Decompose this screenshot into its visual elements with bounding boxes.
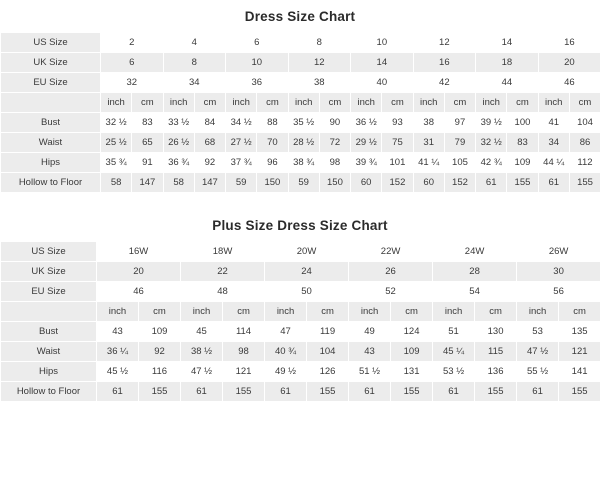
- table-cell: 18W: [181, 242, 265, 262]
- table-cell: 70: [257, 133, 288, 153]
- table-cell: 40 ¾: [265, 342, 307, 362]
- table-cell: inch: [265, 302, 307, 322]
- table-cell: 121: [559, 342, 600, 362]
- table-cell: 27 ½: [226, 133, 257, 153]
- table-cell: 34: [538, 133, 569, 153]
- table-cell: 136: [475, 362, 517, 382]
- table-row: [1, 133, 600, 153]
- table-cell: 112: [569, 153, 600, 173]
- table-cell: 38: [413, 113, 444, 133]
- table-cell: 104: [569, 113, 600, 133]
- table-cell: 155: [307, 382, 349, 402]
- dress-size-table-body: [1, 33, 600, 193]
- table-cell: 41: [538, 113, 569, 133]
- table-cell: 42: [413, 73, 476, 93]
- table-cell: 29 ½: [351, 133, 382, 153]
- table-cell: cm: [307, 302, 349, 322]
- table-cell: 16: [538, 33, 600, 53]
- table-cell: 109: [391, 342, 433, 362]
- table-cell: 46: [97, 282, 181, 302]
- table-row: [1, 302, 600, 322]
- table-cell: 135: [559, 322, 600, 342]
- table-cell: 121: [223, 362, 265, 382]
- table-cell: 37 ¾: [226, 153, 257, 173]
- table-cell: 18: [476, 53, 539, 73]
- table-cell: 86: [569, 133, 600, 153]
- table-cell: 61: [349, 382, 391, 402]
- table-row: [1, 282, 600, 302]
- table-cell: 101: [382, 153, 413, 173]
- table-cell: 93: [382, 113, 413, 133]
- row-label: US Size: [1, 242, 97, 262]
- table-cell: 36 ½: [351, 113, 382, 133]
- table-cell: 4: [163, 33, 226, 53]
- table-cell: 41 ¼: [413, 153, 444, 173]
- table-cell: 54: [433, 282, 517, 302]
- table-row: [1, 93, 600, 113]
- table-cell: 155: [475, 382, 517, 402]
- table-cell: 38 ¾: [288, 153, 319, 173]
- table-cell: 79: [444, 133, 475, 153]
- table-cell: inch: [517, 302, 559, 322]
- row-label: Hollow to Floor: [1, 173, 101, 193]
- table-row: [1, 322, 600, 342]
- table-row: [1, 33, 600, 53]
- table-cell: 90: [319, 113, 350, 133]
- table-cell: inch: [433, 302, 475, 322]
- table-cell: 44: [476, 73, 539, 93]
- table-cell: 10: [226, 53, 289, 73]
- table-cell: inch: [288, 93, 319, 113]
- row-label: EU Size: [1, 73, 101, 93]
- table-cell: 49: [349, 322, 391, 342]
- table-cell: 26: [349, 262, 433, 282]
- table-cell: 32 ½: [476, 133, 507, 153]
- table-cell: 105: [444, 153, 475, 173]
- table-cell: 92: [194, 153, 225, 173]
- table-cell: 116: [139, 362, 181, 382]
- table-cell: cm: [257, 93, 288, 113]
- table-cell: 22: [181, 262, 265, 282]
- table-cell: 20: [538, 53, 600, 73]
- table-cell: 61: [517, 382, 559, 402]
- row-label: Waist: [1, 133, 101, 153]
- table-cell: 35 ½: [288, 113, 319, 133]
- table-cell: 61: [265, 382, 307, 402]
- table-cell: 141: [559, 362, 600, 382]
- row-label: UK Size: [1, 262, 97, 282]
- table-cell: 26W: [517, 242, 600, 262]
- table-cell: 40: [351, 73, 414, 93]
- table-cell: 109: [507, 153, 538, 173]
- table-cell: 45 ½: [97, 362, 139, 382]
- table-cell: 49 ½: [265, 362, 307, 382]
- table-cell: 20W: [265, 242, 349, 262]
- table-cell: 10: [351, 33, 414, 53]
- table-cell: 34: [163, 73, 226, 93]
- table-cell: 45 ¼: [433, 342, 475, 362]
- table-cell: 61: [181, 382, 223, 402]
- table-row: [1, 382, 600, 402]
- table-cell: 61: [538, 173, 569, 193]
- table-cell: 59: [288, 173, 319, 193]
- table-cell: 155: [569, 173, 600, 193]
- row-label: Hips: [1, 362, 97, 382]
- plus-size-chart: [0, 209, 600, 402]
- table-cell: cm: [382, 93, 413, 113]
- row-label: Waist: [1, 342, 97, 362]
- table-cell: 2: [101, 33, 164, 53]
- table-cell: 155: [223, 382, 265, 402]
- table-cell: 12: [288, 53, 351, 73]
- table-cell: 155: [139, 382, 181, 402]
- table-cell: cm: [223, 302, 265, 322]
- table-cell: 131: [391, 362, 433, 382]
- table-cell: 60: [413, 173, 444, 193]
- table-cell: 100: [507, 113, 538, 133]
- table-cell: 61: [476, 173, 507, 193]
- table-cell: 83: [507, 133, 538, 153]
- table-cell: 42 ¾: [476, 153, 507, 173]
- table-cell: 126: [307, 362, 349, 382]
- table-cell: 44 ¼: [538, 153, 569, 173]
- table-cell: 84: [194, 113, 225, 133]
- table-cell: 114: [223, 322, 265, 342]
- table-cell: cm: [391, 302, 433, 322]
- table-cell: 20: [97, 262, 181, 282]
- table-cell: 24W: [433, 242, 517, 262]
- table-cell: 31: [413, 133, 444, 153]
- table-cell: 12: [413, 33, 476, 53]
- table-cell: 56: [517, 282, 600, 302]
- table-row: [1, 153, 600, 173]
- table-cell: inch: [226, 93, 257, 113]
- table-cell: 6: [101, 53, 164, 73]
- dress-size-table: [0, 32, 600, 193]
- table-cell: 52: [349, 282, 433, 302]
- chart-title: Dress Size Chart: [0, 0, 600, 32]
- table-cell: 75: [382, 133, 413, 153]
- table-cell: 155: [559, 382, 600, 402]
- table-cell: inch: [349, 302, 391, 322]
- table-cell: 43: [97, 322, 139, 342]
- table-row: [1, 113, 600, 133]
- table-cell: 130: [475, 322, 517, 342]
- table-cell: 96: [257, 153, 288, 173]
- table-cell: 16: [413, 53, 476, 73]
- table-cell: 43: [349, 342, 391, 362]
- table-cell: 28 ½: [288, 133, 319, 153]
- row-label: Hips: [1, 153, 101, 173]
- row-label: [1, 302, 97, 322]
- table-cell: 61: [97, 382, 139, 402]
- table-cell: 124: [391, 322, 433, 342]
- table-cell: 32 ½: [101, 113, 132, 133]
- table-cell: 32: [101, 73, 164, 93]
- table-cell: 104: [307, 342, 349, 362]
- table-cell: 58: [163, 173, 194, 193]
- table-cell: 150: [257, 173, 288, 193]
- table-cell: 65: [132, 133, 163, 153]
- table-cell: 39 ½: [476, 113, 507, 133]
- table-cell: 83: [132, 113, 163, 133]
- table-cell: 36: [226, 73, 289, 93]
- table-cell: 147: [194, 173, 225, 193]
- table-cell: 14: [351, 53, 414, 73]
- table-cell: 47: [265, 322, 307, 342]
- table-cell: 60: [351, 173, 382, 193]
- table-cell: 51 ½: [349, 362, 391, 382]
- table-cell: 34 ½: [226, 113, 257, 133]
- row-label: EU Size: [1, 282, 97, 302]
- table-row: [1, 262, 600, 282]
- table-cell: inch: [163, 93, 194, 113]
- table-cell: cm: [569, 93, 600, 113]
- row-label: [1, 93, 101, 113]
- table-cell: 88: [257, 113, 288, 133]
- table-cell: 36 ¾: [163, 153, 194, 173]
- table-row: [1, 53, 600, 73]
- table-cell: 97: [444, 113, 475, 133]
- table-row: [1, 173, 600, 193]
- table-cell: 36 ¼: [97, 342, 139, 362]
- table-cell: 25 ½: [101, 133, 132, 153]
- table-cell: 98: [319, 153, 350, 173]
- table-cell: 48: [181, 282, 265, 302]
- table-cell: cm: [507, 93, 538, 113]
- table-cell: 68: [194, 133, 225, 153]
- table-cell: 8: [163, 53, 226, 73]
- table-cell: cm: [319, 93, 350, 113]
- table-cell: inch: [476, 93, 507, 113]
- table-cell: 55 ½: [517, 362, 559, 382]
- row-label: US Size: [1, 33, 101, 53]
- row-label: Bust: [1, 322, 97, 342]
- plus-size-table-body: [1, 242, 600, 402]
- table-cell: 53 ½: [433, 362, 475, 382]
- table-row: [1, 73, 600, 93]
- table-cell: 51: [433, 322, 475, 342]
- table-cell: 58: [101, 173, 132, 193]
- dress-size-chart: [0, 0, 600, 193]
- table-cell: 147: [132, 173, 163, 193]
- table-cell: 22W: [349, 242, 433, 262]
- table-row: [1, 342, 600, 362]
- table-cell: 152: [382, 173, 413, 193]
- table-cell: 53: [517, 322, 559, 342]
- table-cell: inch: [97, 302, 139, 322]
- table-cell: 35 ¾: [101, 153, 132, 173]
- table-cell: 38: [288, 73, 351, 93]
- table-cell: 24: [265, 262, 349, 282]
- row-label: Hollow to Floor: [1, 382, 97, 402]
- table-cell: 50: [265, 282, 349, 302]
- table-cell: 26 ½: [163, 133, 194, 153]
- table-cell: 30: [517, 262, 600, 282]
- table-cell: 155: [507, 173, 538, 193]
- table-cell: 28: [433, 262, 517, 282]
- table-cell: 39 ¾: [351, 153, 382, 173]
- table-cell: 38 ½: [181, 342, 223, 362]
- table-cell: 119: [307, 322, 349, 342]
- row-label: UK Size: [1, 53, 101, 73]
- table-cell: 6: [226, 33, 289, 53]
- table-cell: 45: [181, 322, 223, 342]
- table-cell: inch: [101, 93, 132, 113]
- table-cell: 98: [223, 342, 265, 362]
- chart-title: Plus Size Dress Size Chart: [0, 209, 600, 241]
- table-cell: cm: [444, 93, 475, 113]
- row-label: Bust: [1, 113, 101, 133]
- table-cell: cm: [559, 302, 600, 322]
- plus-size-table: [0, 241, 600, 402]
- table-cell: 59: [226, 173, 257, 193]
- table-cell: 92: [139, 342, 181, 362]
- table-cell: 33 ½: [163, 113, 194, 133]
- table-cell: cm: [194, 93, 225, 113]
- table-cell: 109: [139, 322, 181, 342]
- table-cell: 16W: [97, 242, 181, 262]
- table-cell: 91: [132, 153, 163, 173]
- table-cell: inch: [351, 93, 382, 113]
- table-cell: 47 ½: [517, 342, 559, 362]
- table-row: [1, 242, 600, 262]
- table-cell: 152: [444, 173, 475, 193]
- chart-separator: [0, 193, 600, 209]
- table-cell: cm: [132, 93, 163, 113]
- table-cell: inch: [538, 93, 569, 113]
- table-cell: cm: [475, 302, 517, 322]
- table-cell: inch: [181, 302, 223, 322]
- table-row: [1, 362, 600, 382]
- table-cell: 61: [433, 382, 475, 402]
- table-cell: cm: [139, 302, 181, 322]
- table-cell: 46: [538, 73, 600, 93]
- table-cell: 115: [475, 342, 517, 362]
- table-cell: 155: [391, 382, 433, 402]
- table-cell: 8: [288, 33, 351, 53]
- table-cell: 72: [319, 133, 350, 153]
- table-cell: 47 ½: [181, 362, 223, 382]
- table-cell: 14: [476, 33, 539, 53]
- table-cell: 150: [319, 173, 350, 193]
- table-cell: inch: [413, 93, 444, 113]
